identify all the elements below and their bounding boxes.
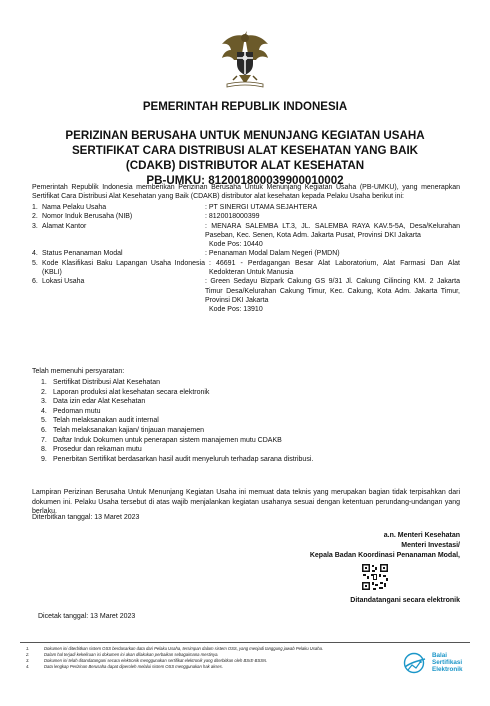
- signer-block: [270, 531, 460, 561]
- bsre-line: Sertifikasi: [432, 659, 463, 667]
- bsre-logo-text: [432, 652, 474, 674]
- requirements-heading: Telah memenuhi persyaratan:: [32, 368, 125, 375]
- detail-number: 6.: [32, 278, 38, 286]
- location-postal-code: Kode Pos: 13910: [209, 306, 263, 314]
- detail-row: [32, 203, 460, 212]
- detail-number: 5.: [32, 259, 38, 267]
- detail-row: [32, 277, 460, 314]
- requirements-list: [32, 378, 460, 464]
- footer: [20, 642, 470, 683]
- detail-value: : Penanaman Modal Dalam Negeri (PMDN): [205, 250, 340, 258]
- list-item: 2. Dalam hal terjadi kekeliruan isi dokumen ini akan dilakukan perbaikan sebagaimana mestinya.: [26, 652, 219, 657]
- list-item: 8. Prosedur dan rekaman mutu: [41, 446, 142, 454]
- list-item: 5. Telah melaksanakan audit internal: [41, 417, 159, 425]
- issued-date: Diterbitkan tanggal: 13 Maret 2023: [32, 514, 140, 521]
- document-title: [0, 128, 490, 188]
- list-item: 1. Dokumen ini diterbitkan sistem OSS berdasarkan data dari Pelaku Usaha, tersimpan dalam sistem OSS, yang menjadi tanggung jawab Pelaku Usaha.: [26, 646, 324, 651]
- business-details: [32, 203, 460, 315]
- list-item: 4. Pedoman mutu: [41, 407, 101, 415]
- pb-umku-number: PB-UMKU: 812001800039900010002: [146, 174, 344, 187]
- detail-label: Alamat Kantor: [42, 222, 87, 230]
- bsre-line: Balai: [432, 652, 448, 659]
- title-line: SERTIFIKAT CARA DISTRIBUSI ALAT KESEHATAN YANG BAIK: [71, 144, 419, 157]
- bsre-line: Elektronik: [432, 666, 463, 674]
- detail-number: 2.: [32, 213, 38, 221]
- detail-number: 4.: [32, 250, 38, 258]
- qr-code-icon: [361, 563, 389, 591]
- signer-line: Kepala Badan Koordinasi Penanaman Modal,: [309, 552, 460, 559]
- detail-value: [205, 222, 460, 250]
- business-location: : Green Sedayu Bizpark Cakung GS 9/31 Jl. Cakung Cilincing KM. 2 Jakarta Timur Desa/Kelurahan Cakung Timur, Kec. Cakung, Kota Adm. Jakarta Timur, Provinsi DKI Jakarta: [205, 278, 460, 304]
- detail-label: Status Penanaman Modal: [42, 250, 123, 258]
- bsre-logo-icon: [397, 652, 431, 674]
- detail-value: : 8120018000399: [205, 213, 260, 221]
- detail-value: : PT SINERGI UTAMA SEJAHTERA: [205, 204, 318, 211]
- office-address: : MENARA SALEMBA LT.3, JL. SALEMBA RAYA KAV.5-5A, Desa/Kelurahan Paseban, Kec. Senen, Kota Adm. Jakarta Pusat, Provinsi DKI Jakarta: [205, 222, 460, 239]
- intro-paragraph: Pemerintah Republik Indonesia memberikan Perizinan Berusaha Untuk Menunjang Kegiatan Usaha (PB-UMKU), yang menerapkan Sertifikat Cara Distribusi Alat Kesehatan yang Baik (CDAKB) distributor alat kesehatan kepada Pelaku Usaha berikut ini:: [32, 184, 460, 201]
- detail-label: Nama Pelaku Usaha: [42, 204, 107, 211]
- closing-paragraph: Lampiran Perizinan Berusaha Untuk Menunjang Kegiatan Usaha ini memuat data teknis yang merupakan bagian tidak terpisahkan dari dokumen ini. Pelaku Usaha tersebut di atas wajib menjalankan kegiatan usahanya sesuai dengan ketentuan perundang-undangan yang berlaku.: [32, 489, 460, 516]
- detail-label: Lokasi Usaha: [42, 278, 85, 286]
- list-item: 7. Daftar Induk Dokumen untuk penerapan sistem manajemen mutu CDAKB: [41, 436, 282, 444]
- detail-number: 1.: [32, 204, 38, 211]
- list-item: 1. Sertifikat Distribusi Alat Kesehatan: [41, 379, 160, 386]
- detail-row: [32, 259, 460, 278]
- list-item: 3. Data izin edar Alat Kesehatan: [41, 398, 146, 406]
- footer-notes: [26, 646, 386, 670]
- office-postal-code: Kode Pos: 10440: [209, 241, 263, 249]
- government-heading: PEMERINTAH REPUBLIK INDONESIA: [142, 101, 348, 113]
- list-item: 3. Dokumen ini telah ditandatangani secara elektronik menggunakan sertifikat elektronik yang diterbitkan oleh BSrE-BSSN.: [26, 658, 268, 663]
- detail-row: [32, 222, 460, 250]
- detail-value: [205, 277, 460, 314]
- list-item: 4. Data lengkap Perizinan Berusaha dapat diperoleh melalui sistem OSS menggunakan hak akses.: [26, 664, 224, 669]
- signer-line: a.n. Menteri Kesehatan: [383, 532, 460, 539]
- signer-line: Menteri Investasi/: [401, 542, 460, 549]
- garuda-emblem-icon: [219, 30, 271, 90]
- title-line: (CDAKB) DISTRIBUTOR ALAT KESEHATAN: [125, 159, 365, 172]
- detail-value: : 46691 - Perdagangan Besar Alat Laboratorium, Alat Farmasi Dan Alat Kedokteran Untuk Manusia: [209, 259, 460, 277]
- list-item: 6. Telah melaksanakan kajian/ tinjauan manajemen: [41, 426, 204, 434]
- list-item: 2. Laporan produksi alat kesehatan secara elektronik: [41, 388, 210, 396]
- title-line: PERIZINAN BERUSAHA UNTUK MENUNJANG KEGIATAN USAHA: [65, 129, 425, 142]
- detail-number: 3.: [32, 222, 38, 230]
- printed-date: Dicetak tanggal: 13 Maret 2023: [38, 613, 136, 620]
- detail-row: [32, 249, 460, 258]
- list-item: 9. Penerbitan Sertifikat berdasarkan hasil audit menyeluruh terhadap sarana distribusi.: [41, 455, 314, 463]
- detail-row: [32, 212, 460, 221]
- detail-label: Kode Klasifikasi Baku Lapangan Usaha Indonesia (KBLI): [42, 259, 205, 277]
- detail-label: Nomor Induk Berusaha (NIB): [42, 213, 133, 221]
- signed-electronically: Ditandatangani secara elektronik: [350, 597, 460, 604]
